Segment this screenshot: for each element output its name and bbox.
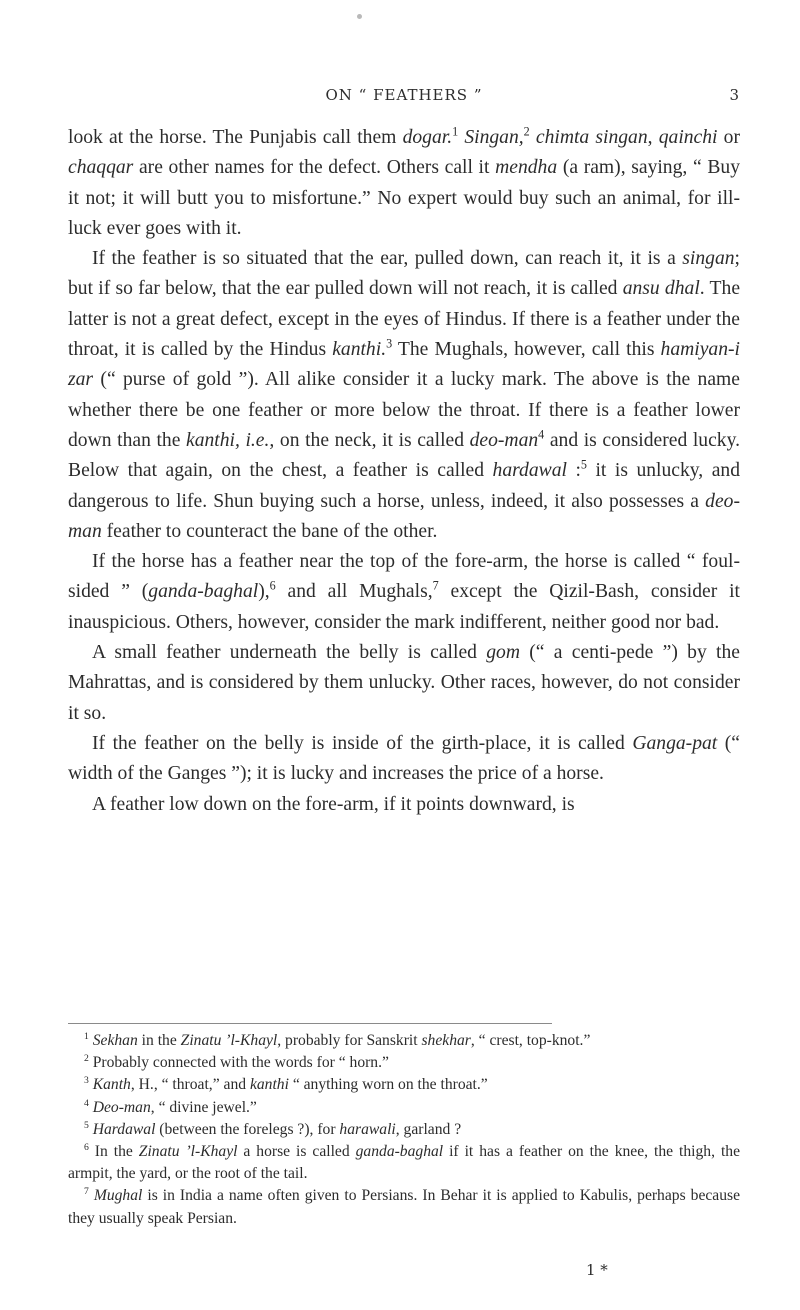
text-run: (a ram), saying, “ Buy it not; it will butt you to misfortune.” No expert would buy such an animal, for ill-luck ever goes with it. (68, 157, 740, 239)
italic-term: ansu dhal (622, 278, 700, 300)
running-title: ON “ FEATHERS ” (325, 86, 483, 104)
italic-term: ganda-baghal (355, 1143, 444, 1161)
paragraph (68, 123, 740, 244)
text-run: is in India a name often given to Persians. In Behar it is applied to Kabulis, perhaps because they usually speak Persian. (68, 1187, 740, 1227)
text-run: are other names for the defect. Others call it (133, 157, 496, 179)
footnote-marker: 3 (386, 336, 393, 351)
text-run: , “ divine jewel.” (150, 1098, 257, 1116)
text-run: The Mughals, however, call this (392, 339, 661, 361)
text-run: A feather low down on the fore-arm, if it points downward, is (92, 793, 575, 815)
italic-term: gom (486, 642, 520, 664)
text-run: If the feather on the belly is inside of the girth-place, it is called (92, 732, 633, 754)
footnote-rule (68, 1023, 552, 1024)
italic-term: hamiyan-i zar (68, 339, 740, 391)
text-run: look at the horse. The Punjabis call them (68, 127, 403, 148)
footnote-marker: 6 (269, 578, 276, 593)
footnote-marker: 7 (84, 1186, 89, 1198)
italic-term: chimta singan (535, 127, 648, 148)
footnote-marker: 7 (432, 578, 439, 593)
text-run: , (647, 127, 659, 148)
footnote-marker: 1 (452, 124, 459, 139)
italic-term: Zinatu ’l-Khayl (138, 1143, 238, 1161)
italic-term: Hardawal (92, 1120, 156, 1138)
footnote-marker: 5 (84, 1119, 89, 1131)
text-run: In the (88, 1143, 139, 1161)
footnote-marker: 2 (523, 124, 530, 139)
text-run: if it has a feather on the knee, the thigh, the armpit, the yard, or the root of the tail. (68, 1143, 740, 1183)
text-run: in the (137, 1032, 181, 1049)
footnote (68, 1097, 740, 1119)
text-run: (between the forelegs ?), for (155, 1120, 340, 1138)
text-run: it is unlucky, and dangerous to life. Shun buying such a horse, unless, indeed, it also possesses a (68, 460, 741, 512)
paragraph (68, 638, 740, 729)
text-run: A small feather underneath the belly is called (92, 642, 487, 664)
text-run: Probably connected with the words for “ horn.” (88, 1054, 389, 1072)
italic-term: kanthi (332, 339, 382, 361)
footnotes (68, 1030, 740, 1230)
text-run: . The latter is not a great defect, except in the eyes of Hindus. If there is a feather under the throat, it is called by the Hindus (68, 278, 741, 361)
italic-term: ganda-baghal (148, 581, 259, 603)
footnote-marker: 4 (538, 427, 545, 442)
italic-term: chaqqar (68, 157, 134, 179)
italic-term: dogar. (402, 127, 453, 148)
text-run: : (566, 460, 581, 482)
text-run: If the horse has a feather near the top of the fore-arm, the horse is called “ foul-sided ” ( (68, 551, 740, 603)
text-run: (“ width of the Ganges ”); it is lucky and increases the price of a horse. (68, 732, 741, 785)
italic-term: hardawal (492, 460, 567, 482)
italic-term: Ganga-pat (632, 732, 718, 754)
running-header (68, 86, 740, 110)
italic-term: shekhar (421, 1032, 471, 1049)
footnote-marker: 6 (84, 1141, 89, 1153)
footnote (68, 1052, 740, 1074)
main-text (68, 123, 740, 820)
italic-term: qainchi (658, 127, 718, 148)
italic-term: mendha (495, 157, 558, 179)
italic-term: Deo-man (92, 1098, 151, 1116)
italic-term: Singan, (464, 127, 524, 148)
page-number: 3 (729, 86, 740, 104)
footnote (68, 1074, 740, 1096)
italic-term: Sekhan (92, 1032, 138, 1049)
text-run: “ anything worn on the throat.” (288, 1076, 488, 1094)
text-run: and is considered lucky. Below that again, on the chest, a feather is called (68, 429, 741, 482)
text-run: (“ a centi-pede ”) by the Mahrattas, and is considered by them unlucky. Other races, however, do not consider it so. (68, 642, 740, 724)
footnote-marker: 3 (84, 1075, 89, 1087)
paragraph (68, 244, 740, 547)
italic-term: Zinatu ’l-Khayl (180, 1032, 278, 1049)
text-run: on the neck, it is called (274, 429, 470, 451)
paragraph (68, 729, 740, 790)
signature-mark: 1 * (586, 1261, 608, 1279)
italic-term: deo-man (469, 429, 539, 451)
text-run: a horse is called (237, 1143, 356, 1161)
italic-term: singan (682, 248, 735, 270)
footnote (68, 1141, 740, 1185)
italic-term: deo-man (68, 490, 740, 542)
text-run: feather to counteract the bane of the other. (101, 520, 438, 542)
italic-term: Mughal (93, 1187, 143, 1205)
text-run: , probably for Sanskrit (277, 1032, 422, 1049)
italic-term: kanthi, i.e., (186, 429, 275, 451)
text-run: except the Qizil-Bash, consider it inauspicious. Others, however, consider the mark indifferent, neither good nor bad. (68, 581, 740, 633)
footnote (68, 1119, 740, 1141)
footnote (68, 1030, 740, 1052)
paragraph (68, 790, 740, 820)
text-run: and all Mughals, (275, 581, 433, 603)
text-run: , “ crest, top-knot.” (470, 1032, 591, 1049)
text-run: (“ purse of gold ”). All alike consider it a lucky mark. The above is the name whether there be one feather or more below the throat. If there is a feather lower down than the (68, 369, 740, 451)
text-run: , garland ? (395, 1120, 462, 1138)
ink-spot (357, 14, 362, 19)
text-run: ; but if so far below, that the ear pulled down will not reach, it is called (68, 248, 740, 300)
footnote-marker: 1 (84, 1030, 89, 1042)
italic-term: Kanth (92, 1076, 131, 1094)
footnote-marker: 2 (84, 1053, 89, 1065)
text-run: If the feather is so situated that the ear, pulled down, can reach it, it is a (92, 248, 683, 270)
text-run: or (717, 127, 740, 148)
text-run: , H., “ throat,” and (130, 1076, 250, 1094)
footnote-marker: 4 (84, 1097, 89, 1109)
italic-term: . (381, 339, 387, 361)
footnote-marker: 5 (580, 457, 587, 472)
footnote (68, 1185, 740, 1229)
italic-term: kanthi (249, 1076, 289, 1094)
text-run: ), (258, 581, 270, 603)
italic-term: harawali (339, 1120, 396, 1138)
paragraph (68, 547, 740, 638)
